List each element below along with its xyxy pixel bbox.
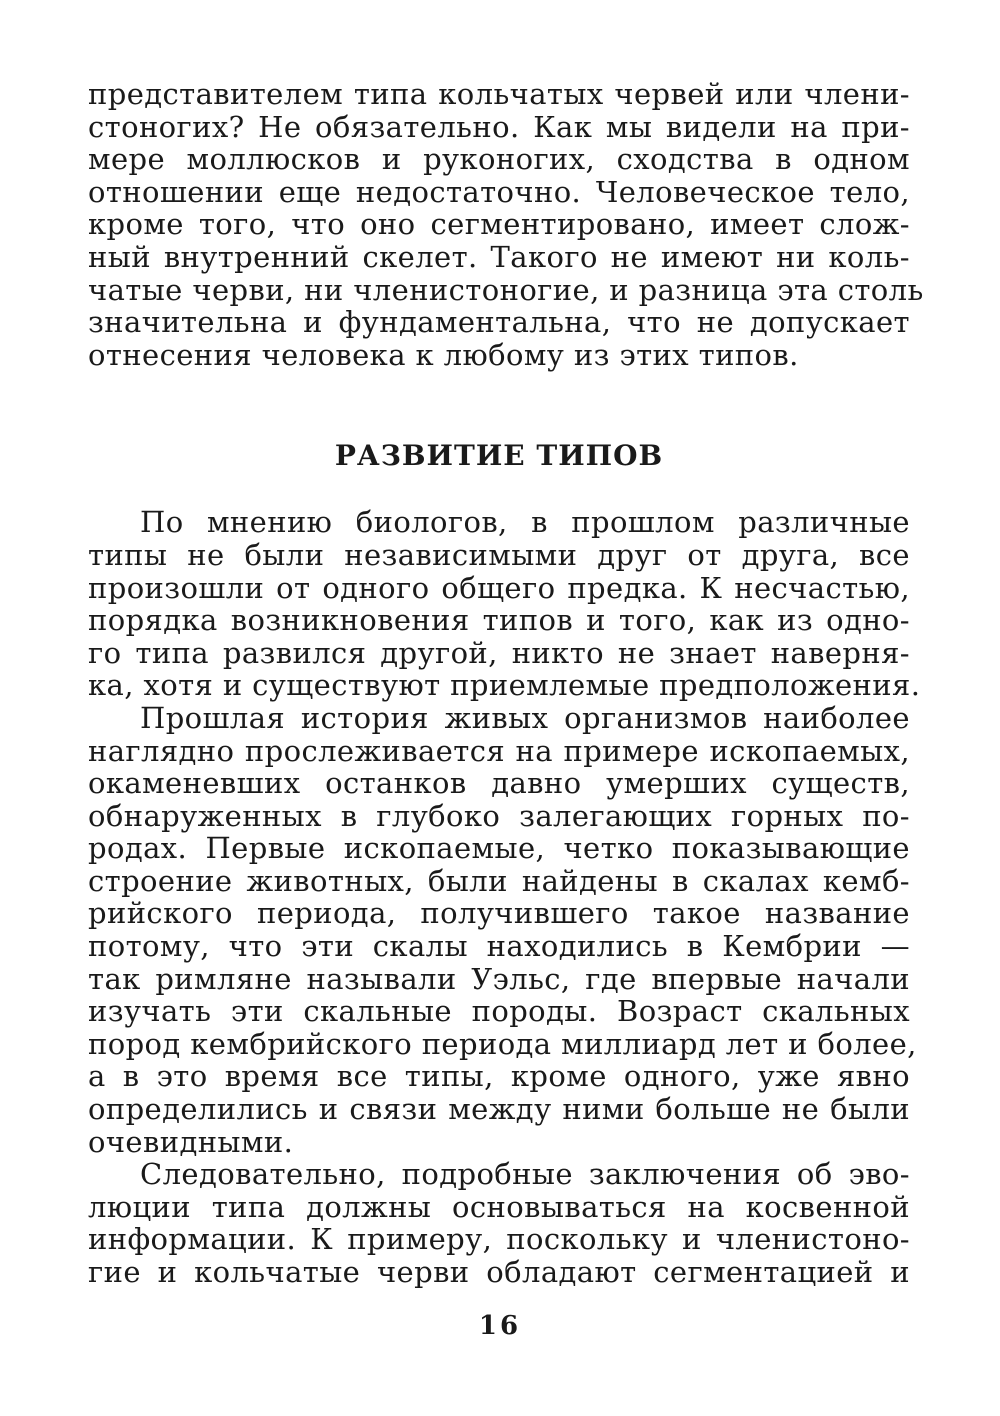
text-line: значительна и фундаментальна, что не допускает xyxy=(88,305,910,340)
page-body xyxy=(88,77,924,1289)
text-line: обнаруженных в глубоко залегающих горных по- xyxy=(88,798,910,833)
text-line: а в это время все типы, кроме одного, уже явно xyxy=(88,1059,910,1094)
page-number: 16 xyxy=(478,1311,522,1341)
text-line: типы не были независимыми друг от друга, все xyxy=(88,537,910,572)
text-line: стоногих? Не обязательно. Как мы видели на при- xyxy=(88,109,910,144)
intro-paragraph xyxy=(88,77,924,372)
text-line: го типа развился другой, никто не знает наверня- xyxy=(88,635,910,670)
text-line: люции типа должны основываться на косвенной xyxy=(88,1189,910,1224)
text-line: Следовательно, подробные заключения об эво- xyxy=(140,1157,910,1192)
text-line: произошли от одного общего предка. К несчастью, xyxy=(88,570,910,605)
text-line: ка, хотя и существуют приемлемые предположения. xyxy=(88,668,921,703)
text-line: строение животных, были найдены в скалах кемб- xyxy=(88,863,910,898)
text-line: очевидными. xyxy=(88,1124,294,1159)
text-line: информации. К примеру, поскольку и членистоно- xyxy=(88,1222,910,1257)
text-line: гие и кольчатые черви обладают сегментацией и xyxy=(88,1255,910,1289)
paragraph-2 xyxy=(88,700,917,1159)
text-line: представителем типа кольчатых червей или члени- xyxy=(88,77,910,111)
paragraph-3 xyxy=(88,1158,910,1288)
text-line: порядка возникновения типов и того, как из одно- xyxy=(88,603,910,638)
text-line: определились и связи между ними больше не были xyxy=(88,1092,910,1127)
text-line: отнесения человека к любому из этих типов. xyxy=(88,337,799,372)
text-line: кроме того, что оно сегментировано, имеет слож- xyxy=(88,207,910,242)
text-line: ный внутренний скелет. Такого не имеют ни коль- xyxy=(88,239,910,274)
text-line: По мнению биологов, в прошлом различные xyxy=(140,505,910,540)
text-line: изучать эти скальные породы. Возраст скальных xyxy=(88,994,910,1029)
text-line: потому, что эти скалы находились в Кембрии — xyxy=(88,929,910,964)
text-line: отношении еще недостаточно. Человеческое тело, xyxy=(88,174,910,209)
text-line: пород кембрийского периода миллиард лет и более, xyxy=(88,1026,917,1061)
section-heading: РАЗВИТИЕ ТИПОВ xyxy=(334,439,664,473)
text-line: мере моллюсков и руконогих, сходства в одном xyxy=(88,142,910,177)
text-line: наглядно прослеживается на примере ископаемых, xyxy=(88,733,910,768)
text-line: чатые черви, ни членистоногие, и разница эта столь xyxy=(88,272,924,307)
text-line: рийского периода, получившего такое название xyxy=(88,896,910,931)
text-line: так римляне называли Уэльс, где впервые начали xyxy=(88,961,910,996)
text-line: родах. Первые ископаемые, четко показывающие xyxy=(88,831,910,866)
text-line: окаменевших останков давно умерших существ, xyxy=(88,766,910,801)
paragraph-1 xyxy=(88,505,921,703)
text-line: Прошлая история живых организмов наиболее xyxy=(140,700,910,735)
